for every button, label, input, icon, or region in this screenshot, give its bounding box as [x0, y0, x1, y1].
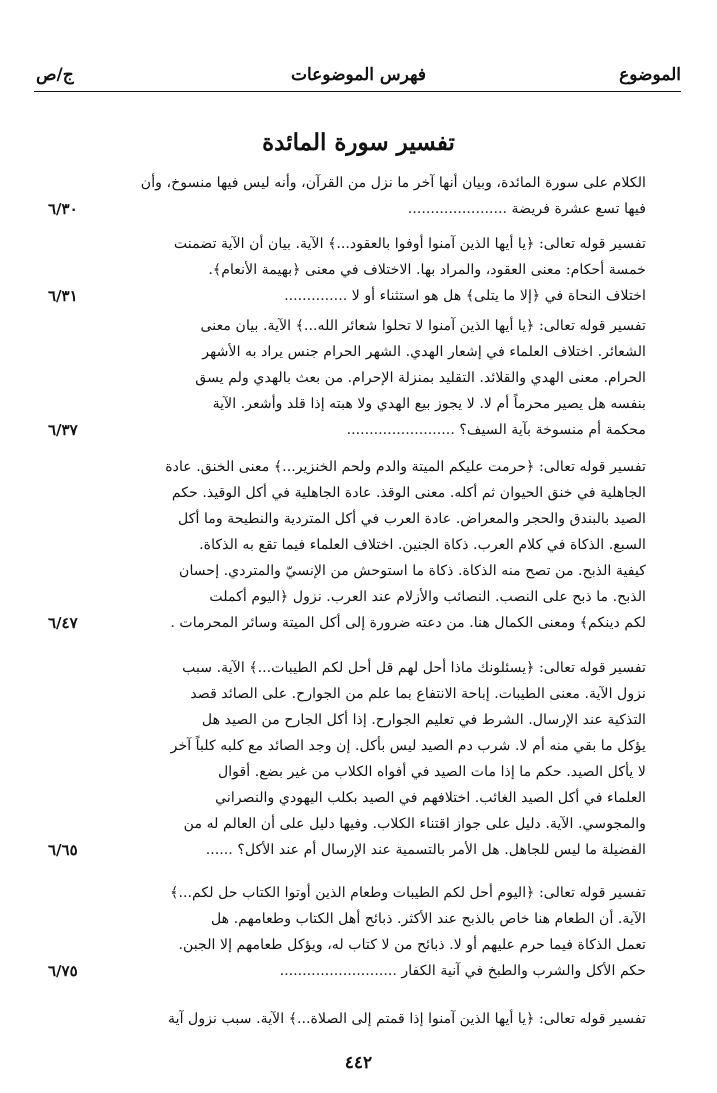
entry-line — [118, 610, 646, 636]
entry-line: الشعائر. اختلاف العلماء في إشعار الهدي. الشهر الحرام جنس يراد به الأشهر — [202, 344, 646, 360]
surah-title: تفسير سورة المائدة — [262, 129, 455, 156]
entry-line: يؤكل ما بقي منه أم لا. شرب دم الصيد ليس بأكل. إن وجد الصائد مع كلبه كلباً آخر — [170, 738, 646, 754]
entry-line — [118, 958, 646, 984]
entry-line: الصيد بالبندق والحجر والمعراض. عادة العرب في أكل المتردية والنطيحة وما أكل — [178, 511, 646, 527]
header-index-title: فهرس الموضوعات — [290, 65, 427, 85]
entry-line: خمسة أحكام: معنى العقود، والمراد بها. الاختلاف في معنى ﴿بهيمة الأنعام﴾. — [208, 262, 646, 278]
page-number: ٤٤٢ — [344, 1053, 373, 1073]
entry-line: والمجوسي. الآية. دليل على جواز اقتناء الكلاب. وفيها دليل على أن العالم له من — [183, 816, 646, 832]
entry-line: لا يأكل الصيد. حكم ما إذا مات الصيد في أفواه الكلاب من غير بضع. أقوال — [217, 764, 646, 780]
entry-line — [118, 837, 646, 863]
entry-line: السبع. الذكاة في كلام العرب. ذكاة الجنين. اختلاف العلماء فيما تقع به الذكاة. — [199, 537, 646, 553]
leader-dots: .......................... — [279, 963, 402, 979]
leader-dots: ...................... — [407, 201, 512, 217]
entry-line-text: محكمة أم منسوخة بآية السيف؟ — [459, 422, 646, 438]
entry-line: تفسير قوله تعالى: ﴿يسئلونك ماذا أحل لهم قل أحل لكم الطيبات...﴾ الآية. سبب — [182, 660, 646, 676]
entry-line: بنفسه هل يصير محرماً أم لا. لا يجوز بيع الهدي ولا هبته إذا قلد وأشعر. الآية — [212, 396, 646, 412]
index-entry — [118, 231, 646, 309]
entry-line: التذكية عند الإرسال. الشرط في تعليم الجوارح. إذا أكل الجارح من الصيد هل — [201, 712, 646, 728]
entry-page-ref: ٦/٤٧ — [48, 614, 78, 632]
entry-line — [118, 417, 646, 443]
entry-line: كيفية الذبح. من تصح منه الذكاة. ذكاة ما استوحش من الإنسيّ والمتردي. إحسان — [179, 563, 646, 579]
header-volume-page-label: ج/ص — [36, 65, 74, 85]
leader-dots: ...... — [205, 842, 238, 858]
entry-line-text: فيها تسع عشرة فريضة — [511, 201, 646, 217]
entry-line-text: اختلاف النحاة في ﴿إلا ما يتلى﴾ هل هو استثناء أو لا — [351, 288, 646, 304]
header-rule — [34, 91, 681, 92]
entry-page-ref: ٦/٣٠ — [48, 200, 78, 218]
entry-line: الذبح. ما ذبح على النصب. النصائب والأزلام عند العرب. نزول ﴿اليوم أكملت — [209, 589, 646, 605]
entry-line-text: الفضيلة ما ليس للجاهل. هل الأمر بالتسمية عند الإرسال أم عند الأكل؟ — [237, 842, 646, 858]
entry-line-text: لكم دينكم﴾ ومعنى الكمال هنا. من دعته ضرورة إلى أكل الميتة وسائر المحرمات — [179, 615, 646, 631]
entry-line: الجاهلية في خنق الحيوان ثم أكله. معنى الوقذ. عادة الجاهلية في أكل الوقيذ. حكم — [171, 485, 646, 501]
entry-line: نزول الآية. معنى الطيبات. إباحة الانتفاع بما علم من الجوارح. على الصائد قصد — [190, 686, 646, 702]
leader-dots: . — [170, 615, 180, 631]
entry-line: الكلام على سورة المائدة، وبيان أنها آخر ما نزل من القرآن، وأنه ليس فيها منسوخ، وأن — [140, 175, 646, 191]
entry-line: تفسير قوله تعالى: ﴿حرمت عليكم الميتة والدم ولحم الخنزير...﴾ معنى الخنق. عادة — [165, 459, 646, 475]
entry-line-text: حكم الأكل والشرب والطبخ في آنية الكفار — [401, 963, 646, 979]
entry-line: الحرام. معنى الهدي والقلائد. التقليد بمنزلة الإحرام. من بعث بالهدي ولم يسق — [195, 370, 646, 386]
entry-line — [118, 196, 646, 222]
entry-line: الآية. أن الطعام هنا خاص بالذبح عند الأكثر. ذبائح أهل الكتاب وطعامهم. هل — [210, 911, 646, 927]
entry-line: تفسير قوله تعالى: ﴿يا أيها الذين آمنوا أوفوا بالعقود...﴾ الآية. بيان أن الآية تضمنت — [173, 236, 646, 252]
index-entry — [118, 454, 646, 636]
leader-dots: .............. — [284, 288, 352, 304]
entry-page-ref: ٦/٧٥ — [48, 962, 78, 980]
leader-dots: ........................ — [346, 422, 460, 438]
index-entry — [118, 655, 646, 863]
index-entry — [118, 170, 646, 222]
entry-page-ref: ٦/٣٧ — [48, 421, 78, 439]
index-entry — [118, 880, 646, 984]
entry-page-ref: ٦/٦٥ — [48, 841, 78, 859]
index-entry — [118, 313, 646, 443]
entry-page-ref: ٦/٣١ — [48, 287, 78, 305]
index-entry — [118, 1006, 646, 1032]
entry-line: تفسير قوله تعالى: ﴿يا أيها الذين آمنوا لا تحلوا شعائر الله...﴾ الآية. بيان معنى — [200, 318, 646, 334]
entry-line: تفسير قوله تعالى: ﴿اليوم أحل لكم الطيبات وطعام الذين أوتوا الكتاب حل لكم...﴾ — [170, 885, 646, 901]
header-topic-label: الموضوع — [619, 65, 681, 85]
entry-line: العلماء في أكل الصيد الغائب. اختلافهم في الصيد بكلب اليهودي والنصراني — [215, 790, 646, 806]
entry-line: تعمل الذكاة فيما حرم عليهم أو لا. ذبائح من لا كتاب له، ويؤكل طعامهم إلا الجبن. — [178, 937, 646, 953]
entry-line — [118, 283, 646, 309]
entry-line: تفسير قوله تعالى: ﴿يا أيها الذين آمنوا إذا قمتم إلى الصلاة...﴾ الآية. سبب نزول آية — [168, 1011, 646, 1027]
